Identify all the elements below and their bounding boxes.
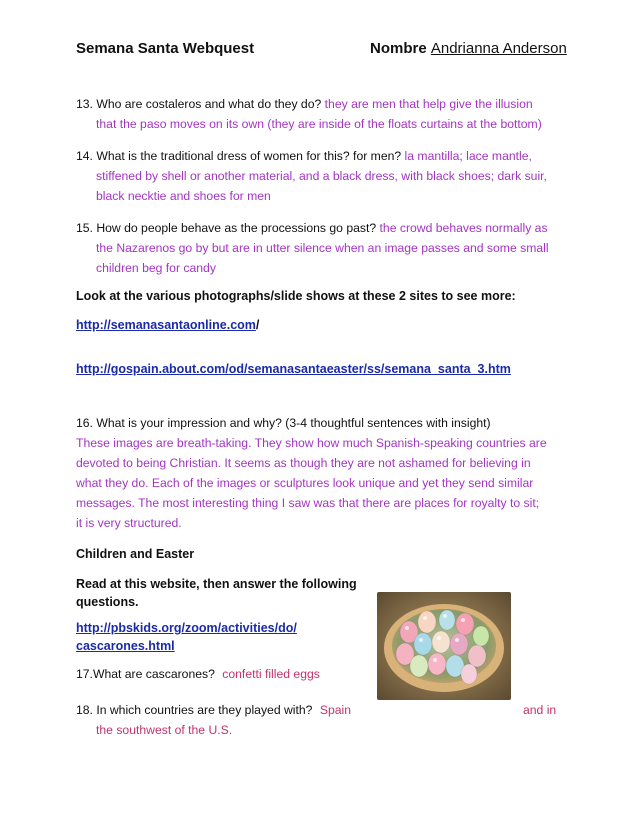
link-row-1 <box>76 316 259 334</box>
question-16-text: 16. What is your impression and why? (3-4 thoughtful sentences with insight) <box>76 416 491 430</box>
question-13 <box>76 94 576 134</box>
question-14 <box>76 146 576 206</box>
question-15-text: 15. How do people behave as the processions go past? <box>76 221 377 235</box>
answer-15-line-3: children beg for candy <box>96 261 216 275</box>
document-title: Semana Santa Webquest <box>76 40 255 57</box>
question-18 <box>76 700 351 720</box>
question-15 <box>76 218 576 278</box>
gospain-link[interactable]: http://gospain.about.com/od/semanasantaeaster/ss/semana_santa_3.htm <box>76 362 511 376</box>
question-18-text: 18. In which countries are they played with? <box>76 703 313 717</box>
answer-14-line-3: black necktie and shoes for men <box>96 189 271 203</box>
photos-heading: Look at the various photographs/slide shows at these 2 sites to see more: <box>76 289 516 303</box>
pbskids-link-line-2[interactable]: cascarones.html <box>76 639 175 653</box>
pbskids-link-block <box>76 619 297 655</box>
answer-18-part-3: the southwest of the U.S. <box>96 723 233 737</box>
semanasanta-link[interactable]: http://semanasantaonline.com <box>76 318 256 332</box>
answer-16-line-5: it is very structured. <box>76 516 182 530</box>
answer-16-line-1: These images are breath-taking. They show how much Spanish-speaking countries are <box>76 436 547 450</box>
answer-13-line-2: that the paso moves on its own (they are inside of the floats curtains at the bottom) <box>96 117 542 131</box>
answer-15-line-2: the Nazarenos go by but are in utter silence when an image passes and some small <box>96 241 549 255</box>
question-17 <box>76 664 320 684</box>
children-heading: Children and Easter <box>76 547 195 561</box>
answer-18-part-2: and in <box>523 703 557 717</box>
answer-17: confetti filled eggs <box>222 667 320 681</box>
name-label: Nombre <box>370 40 427 57</box>
name-value: Andrianna Anderson <box>430 40 567 57</box>
answer-16-line-4: messages. The most interesting thing I saw was that there are places for royalty to sit; <box>76 496 540 510</box>
answer-16-line-2: devoted to being Christian. It seems as though they are not ashamed for believing in <box>76 456 531 470</box>
answer-18-part-1: Spain <box>319 703 351 717</box>
name-field <box>370 40 567 57</box>
question-14-text: 14. What is the traditional dress of women for this? for men? <box>76 149 402 163</box>
link-1-suffix: / <box>255 318 260 332</box>
answer-14-line-2: stiffened by shell or another material, and a black dress, with black shoes; dark suir, <box>96 169 547 183</box>
answer-14-line-1: la mantilla; lace mantle, <box>404 149 532 163</box>
question-16 <box>76 413 576 533</box>
answer-13-line-1: they are men that help give the illusion <box>324 97 533 111</box>
question-13-text: 13. Who are costaleros and what do they do? <box>76 97 322 111</box>
question-17-text: 17.What are cascarones? <box>76 667 215 681</box>
answer-15-line-1: the crowd behaves normally as <box>379 221 548 235</box>
cascarones-photo <box>377 592 511 700</box>
answer-16-line-3: what they do. Each of the images or sculptures look unique and yet they send similar <box>76 476 534 490</box>
read-heading-line-1: Read at this website, then answer the following <box>76 577 357 591</box>
pbskids-link-line-1[interactable]: http://pbskids.org/zoom/activities/do/ <box>76 621 297 635</box>
read-heading <box>76 575 357 611</box>
read-heading-line-2: questions. <box>76 595 139 609</box>
